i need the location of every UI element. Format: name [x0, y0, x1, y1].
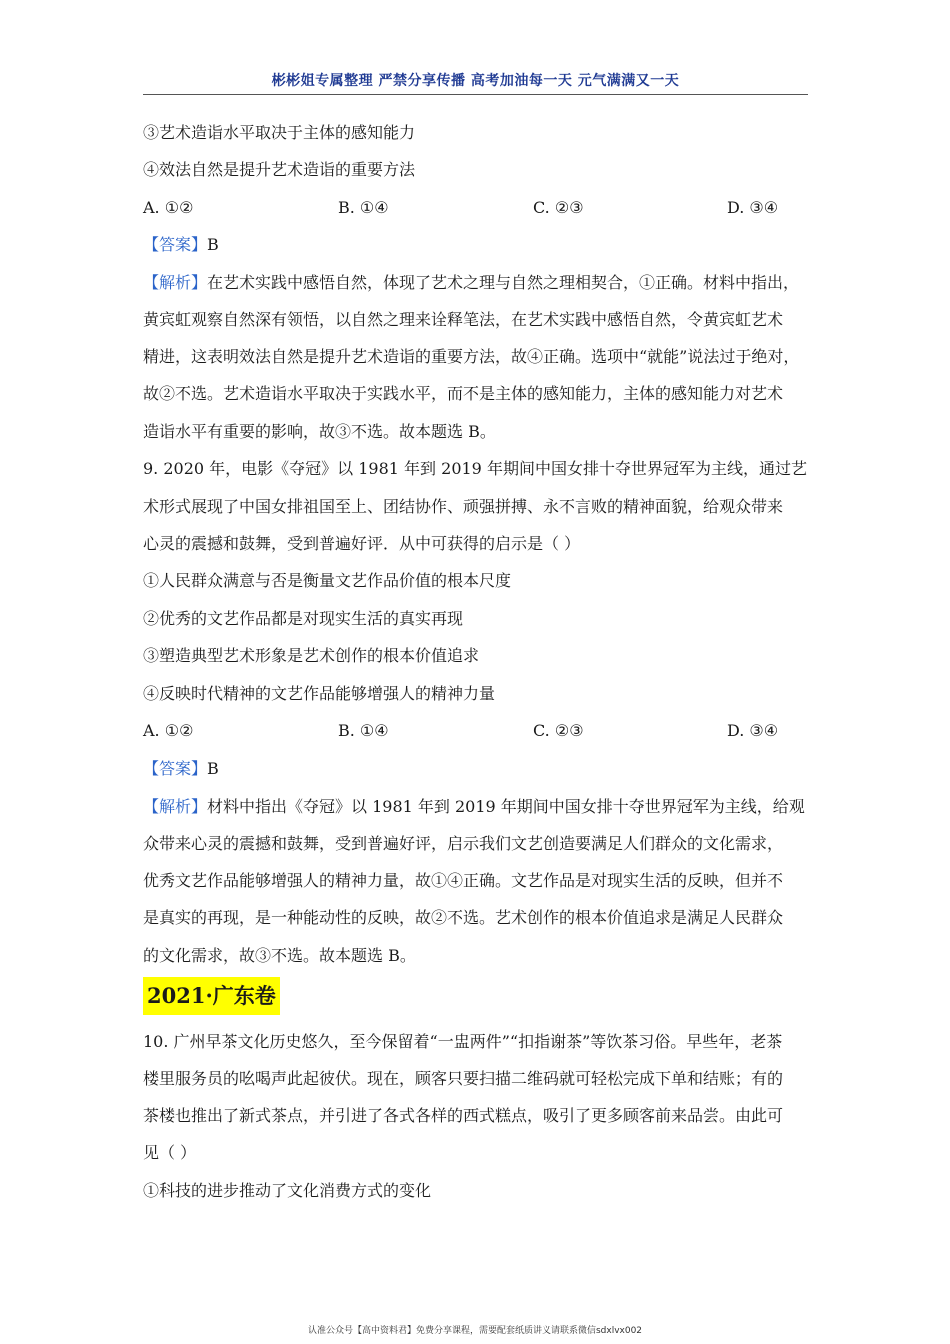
q9-analysis-line-1: 【解析】材料中指出《夺冠》以 1981 年到 2019 年期间中国女排十夺世界冠军为主线，给观 — [143, 797, 805, 816]
q8-option-a: A. ①② — [143, 198, 194, 217]
q8-analysis-line-1: 【解析】在艺术实践中感悟自然，体现了艺术之理与自然之理相契合，①正确。材料中指出， — [143, 273, 800, 292]
q8-option-b: B. ①④ — [338, 198, 389, 217]
q8-statement-3: ③艺术造诣水平取决于主体的感知能力 — [143, 123, 416, 142]
q9-analysis-line-2: 众带来心灵的震撼和鼓舞，受到普遍好评，启示我们文艺创造要满足人们群众的文化需求， — [143, 834, 784, 853]
q8-answer — [143, 234, 813, 256]
header-rule — [143, 94, 808, 95]
analysis-tag: 【解析】 — [143, 797, 208, 816]
q8-analysis-line-2: 黄宾虹观察自然深有领悟，以自然之理来诠释笔法，在艺术实践中感悟自然，令黄宾虹艺术 — [143, 310, 784, 329]
section-title: 2021·广东卷 — [143, 977, 280, 1015]
q9-stem-line-1: 9. 2020 年，电影《夺冠》以 1981 年到 2019 年期间中国女排十夺世界冠军为主线，通过艺 — [143, 459, 807, 478]
q9-analysis-line-4: 是真实的再现，是一种能动性的反映，故②不选。艺术创作的根本价值追求是满足人民群众 — [143, 908, 784, 927]
q9-option-d: D. ③④ — [727, 721, 779, 740]
q8-analysis-line-5: 造诣水平有重要的影响，故③不选。故本题选 B。 — [143, 422, 496, 441]
answer-tag: 【答案】 — [143, 759, 208, 778]
q9-statement-1: ①人民群众满意与否是衡量文艺作品价值的根本尺度 — [143, 571, 512, 590]
q10-stem-line-3: 茶楼也推出了新式茶点，并引进了各式各样的西式糕点，吸引了更多顾客前来品尝。由此可 — [143, 1106, 784, 1125]
q9-analysis-line-3: 优秀文艺作品能够增强人的精神力量，故①④正确。文艺作品是对现实生活的反映，但并不 — [143, 871, 784, 890]
q10-stem-line-1: 10. 广州早茶文化历史悠久，至今保留着“一盅两件”“扣指谢茶”等饮茶习俗。早些年，老茶 — [143, 1032, 783, 1051]
answer-value: B — [207, 235, 219, 254]
q9-stem-line-3: 心灵的震撼和鼓舞，受到普遍好评．从中可获得的启示是（ ） — [143, 534, 581, 553]
answer-value: B — [207, 759, 219, 778]
q9-answer — [143, 758, 813, 780]
answer-tag: 【答案】 — [143, 235, 208, 254]
q9-analysis-line-5: 的文化需求，故③不选。故本题选 B。 — [143, 946, 416, 965]
q10-stem-line-4: 见（ ） — [143, 1143, 197, 1162]
q9-statement-2: ②优秀的文艺作品都是对现实生活的真实再现 — [143, 609, 464, 628]
q9-stem-line-2: 术形式展现了中国女排祖国至上、团结协作、顽强拼搏、永不言败的精神面貌，给观众带来 — [143, 497, 784, 516]
q9-statement-3: ③塑造典型艺术形象是艺术创作的根本价值追求 — [143, 646, 480, 665]
q8-analysis-line-3: 精进，这表明效法自然是提升艺术造诣的重要方法，故④正确。选项中“就能”说法过于绝对， — [143, 347, 800, 366]
q9-option-b: B. ①④ — [338, 721, 389, 740]
page-header: 彬彬姐专属整理 严禁分享传播 高考加油每一天 元气满满又一天 — [271, 73, 680, 89]
q8-option-d: D. ③④ — [727, 198, 779, 217]
q8-statement-4: ④效法自然是提升艺术造诣的重要方法 — [143, 160, 416, 179]
q9-statement-4: ④反映时代精神的文艺作品能够增强人的精神力量 — [143, 684, 496, 703]
q10-statement-1: ①科技的进步推动了文化消费方式的变化 — [143, 1181, 432, 1200]
q9-option-a: A. ①② — [143, 721, 194, 740]
q10-stem-line-2: 楼里服务员的吆喝声此起彼伏。现在，顾客只要扫描二维码就可轻松完成下单和结账；有的 — [143, 1069, 784, 1088]
page-footer: 认准公众号【高中资料君】免费分享课程，需要配套纸质讲义请联系微信sdxlvx002 — [307, 1326, 643, 1336]
q8-option-c: C. ②③ — [533, 198, 584, 217]
q8-analysis-line-4: 故②不选。艺术造诣水平取决于实践水平，而不是主体的感知能力，主体的感知能力对艺术 — [143, 384, 784, 403]
q9-option-c: C. ②③ — [533, 721, 584, 740]
analysis-tag: 【解析】 — [143, 273, 208, 292]
